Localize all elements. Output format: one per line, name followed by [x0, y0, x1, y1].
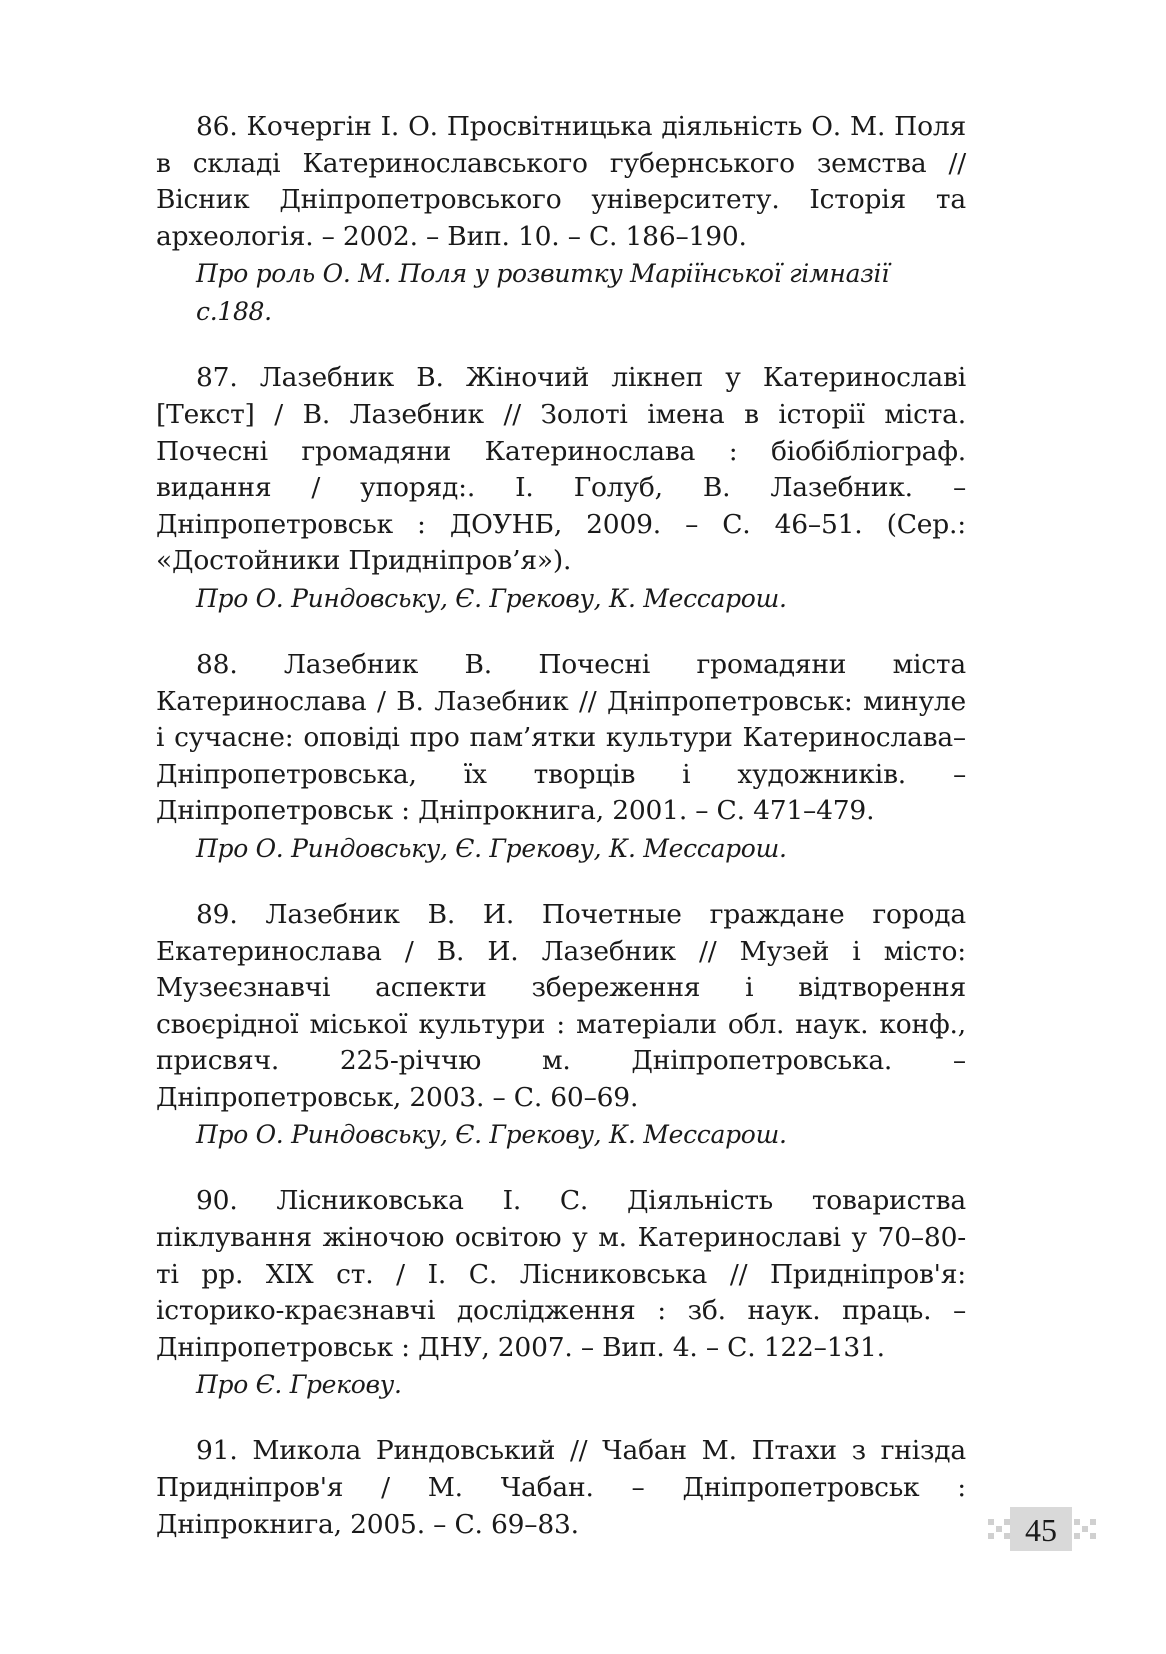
bibliography-entry	[156, 647, 966, 868]
entry-reference: 91. Микола Риндовський // Чабан М. Птахи з гнізда Придніпров'я / М. Чабан. – Дніпропетровськ : Дніпрокнига, 2005. – С. 69–83.	[156, 1435, 966, 1540]
ornament-left-icon	[988, 1519, 1010, 1539]
bibliography-entry	[156, 1183, 966, 1404]
bibliography-entry	[156, 1433, 966, 1543]
bibliography-entry	[156, 897, 966, 1155]
page-folio	[988, 1505, 1098, 1555]
entry-reference: 88. Лазебник В. Почесні громадяни міста Катеринослава / В. Лазебник // Дніпропетровськ: минуле і сучасне: оповіді про пам’ятки культури Катеринослава–Дніпропетровська, їх творців і художників. – Дніпропетровськ : Дніпрокнига, 2001. – С. 471–479.	[156, 648, 966, 827]
entry-annotation: Про Є. Грекову.	[196, 1370, 402, 1400]
entry-reference: 90. Лісниковська І. С. Діяльність товариства піклування жіночою освітою у м. Катеринославі у 70–80-ті рр. ХІХ ст. / І. С. Лісниковська // Придніпров'я: історико-краєзнавчі дослідження : зб. наук. праць. – Дніпропетровськ : ДНУ, 2007. – Вип. 4. – С. 122–131.	[156, 1185, 966, 1363]
entry-reference: 86. Кочергін І. О. Просвітницька діяльність О. М. Поля в складі Катеринославського губернського земства // Вісник Дніпропетровського університету. Історія та археологія. – 2002. – Вип. 10. – С. 186–190.	[156, 111, 966, 252]
entry-annotation: Про О. Риндовську, Є. Грекову, К. Мессарош.	[196, 833, 787, 863]
entry-annotation: Про О. Риндовську, Є. Грекову, К. Мессарош.	[196, 583, 787, 613]
entry-annotation: Про О. Риндовську, Є. Грекову, К. Мессарош.	[196, 1120, 787, 1150]
page-number: 45	[1010, 1507, 1072, 1551]
entry-reference: 89. Лазебник В. И. Почетные граждане города Екатеринослава / В. И. Лазебник // Музей і місто: Музеєзнавчі аспекти збереження і відтворення своєрідної міської культури : матеріали обл. наук. конф., присвяч. 225-річчю м. Дніпропетровська. – Дніпропетровськ, 2003. – С. 60–69.	[156, 898, 966, 1113]
bibliography-page	[156, 109, 966, 1572]
entry-annotation: Про роль О. М. Поля у розвитку Маріїнської гімназії с.188.	[196, 259, 889, 327]
bibliography-entry	[156, 360, 966, 618]
ornament-right-icon	[1074, 1519, 1096, 1539]
bibliography-entry	[156, 109, 966, 331]
entry-reference: 87. Лазебник В. Жіночий лікнеп у Катеринославі [Текст] / В. Лазебник // Золоті імена в історії міста. Почесні громадяни Катеринослава : біобібліограф. видання / упоряд:. І. Голуб, В. Лазебник. – Дніпропетровськ : ДОУНБ, 2009. – С. 46–51. (Сер.: «Достойники Придніпров’я»).	[156, 362, 966, 577]
